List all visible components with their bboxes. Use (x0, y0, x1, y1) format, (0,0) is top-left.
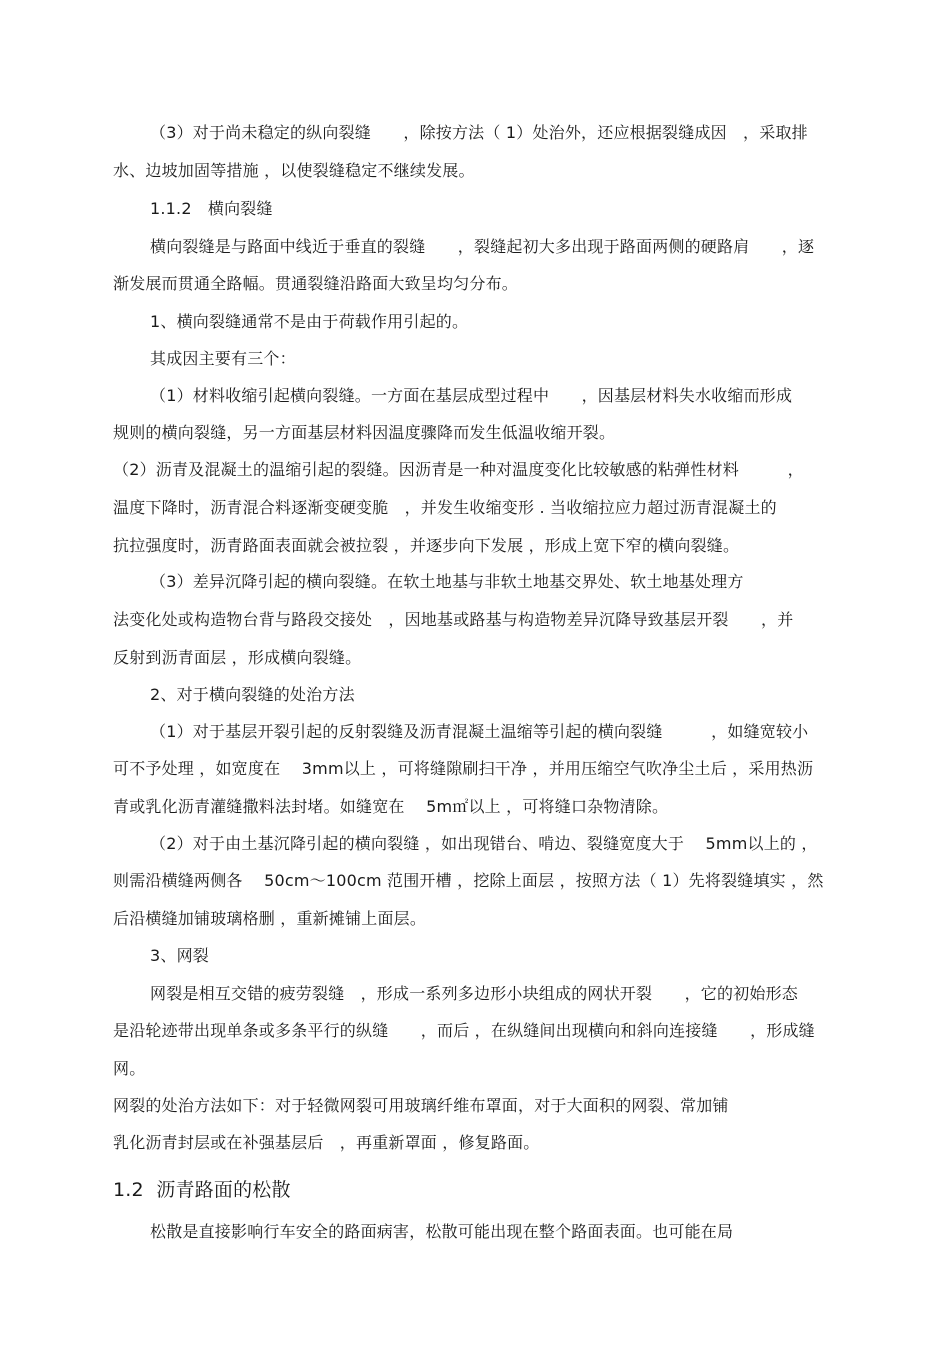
paragraph-line: （2）对于由土基沉降引起的横向裂缝 ，如出现错台、啃边、裂缝宽度大于 5mm以上的 ， (150, 834, 818, 853)
paragraph-line: 3、网裂 (150, 946, 209, 965)
section-heading-1-1-2: 1.1.2 横向裂缝 (150, 199, 273, 218)
paragraph-line: 青或乳化沥青灌缝撒料法封堵。如缝宽在 5m㎡以上 ，可将缝口杂物清除。 (113, 797, 669, 816)
paragraph-line: 2、对于横向裂缝的处治方法 (150, 685, 355, 704)
paragraph-line: 是沿轮迹带出现单条或多条平行的纵缝 ，而后 ，在纵缝间出现横向和斜向连接缝 ，形成缝 (113, 1021, 815, 1040)
paragraph-line: 可不予处理 ，如宽度在 3mm以上 ，可将缝隙刷扫干净 ，并用压缩空气吹净尘土后 ，采用热沥 (113, 759, 814, 778)
paragraph-line: 后沿横缝加铺玻璃格删 ，重新摊铺上面层。 (113, 909, 427, 928)
paragraph-line: （1）材料收缩引起横向裂缝。一方面在基层成型过程中 ，因基层材料失水收缩而形成 (150, 386, 793, 405)
paragraph-line: 网裂是相互交错的疲劳裂缝 ，形成一系列多边形小块组成的网状开裂 ，它的初始形态 (150, 984, 799, 1003)
paragraph-line: 网裂的处治方法如下：对于轻微网裂可用玻璃纤维布罩面，对于大面积的网裂、常加铺 (113, 1096, 729, 1115)
paragraph-line: 抗拉强度时，沥青路面表面就会被拉裂 ，并逐步向下发展 ，形成上宽下窄的横向裂缝。 (113, 536, 740, 555)
paragraph-line: 水、边坡加固等措施 ，以使裂缝稳定不继续发展。 (113, 161, 475, 180)
paragraph-line: 则需沿横缝两侧各 50cm～100cm 范围开槽 ，挖除上面层 ，按照方法（ 1）先将裂缝填实 ，然 (113, 871, 824, 890)
paragraph-line: 其成因主要有三个： (150, 349, 296, 368)
paragraph-line: （1）对于基层开裂引起的反射裂缝及沥青混凝土温缩等引起的横向裂缝 ，如缝宽较小 (150, 722, 809, 741)
paragraph-line: （3）对于尚未稳定的纵向裂缝 ，除按方法（ 1）处治外，还应根据裂缝成因 ，采取排 (150, 123, 808, 142)
paragraph-line: 法变化处或构造物台背与路段交接处 ，因地基或路基与构造物差异沉降导致基层开裂 ，并 (113, 610, 794, 629)
paragraph-line: 网。 (113, 1059, 146, 1078)
paragraph-line: 松散是直接影响行车安全的路面病害，松散可能出现在整个路面表面。也可能在局 (150, 1222, 734, 1241)
paragraph-line: 温度下降时，沥青混合料逐渐变硬变脆 ，并发生收缩变形 . 当收缩拉应力超过沥青混凝土的 (113, 498, 777, 517)
paragraph-line: 1、横向裂缝通常不是由于荷载作用引起的。 (150, 312, 469, 331)
paragraph-line: 反射到沥青面层 ，形成横向裂缝。 (113, 648, 362, 667)
paragraph-line: （3）差异沉降引起的横向裂缝。在软土地基与非软土地基交界处、软土地基处理方 (150, 572, 744, 591)
paragraph-line: 横向裂缝是与路面中线近于垂直的裂缝 ，裂缝起初大多出现于路面两侧的硬路肩 ，逐 (150, 237, 815, 256)
paragraph-line: 规则的横向裂缝，另一方面基层材料因温度骤降而发生低温收缩开裂。 (113, 423, 616, 442)
section-heading-1-2: 1.2 沥青路面的松散 (113, 1179, 291, 1201)
paragraph-line: （2）沥青及混凝土的温缩引起的裂缝。因沥青是一种对温度变化比较敏感的粘弹性材料 ， (113, 460, 804, 479)
paragraph-line: 渐发展而贯通全路幅。贯通裂缝沿路面大致呈均匀分布。 (113, 274, 519, 293)
paragraph-line: 乳化沥青封层或在补强基层后 ，再重新罩面 ，修复路面。 (113, 1133, 540, 1152)
